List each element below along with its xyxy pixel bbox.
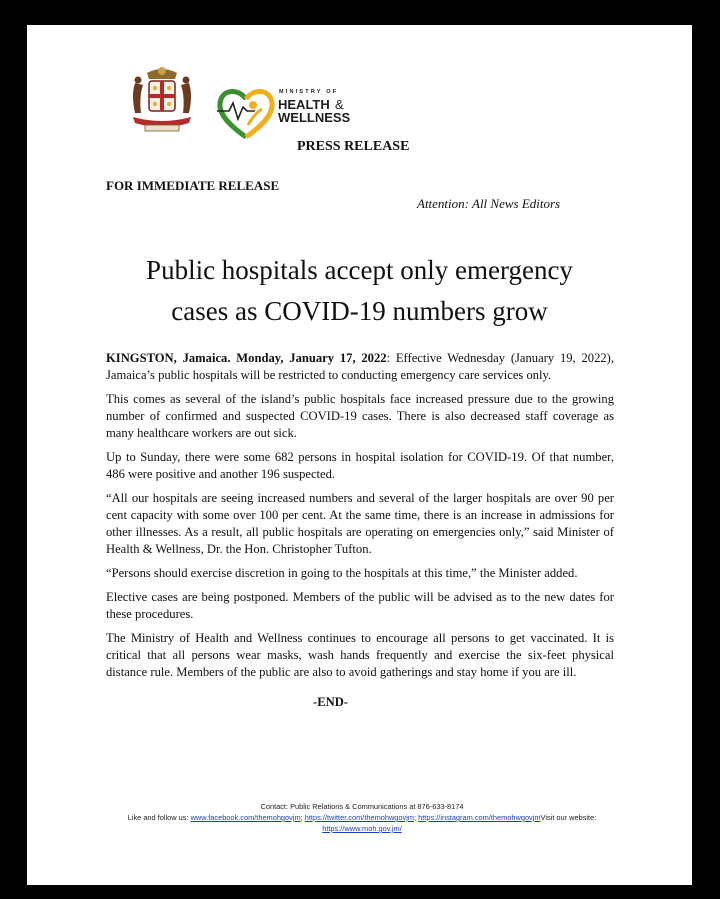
immediate-release-label: FOR IMMEDIATE RELEASE bbox=[106, 178, 280, 193]
paragraph-5: “Persons should exercise discretion in going to the hospitals at this time,” the Minister added. bbox=[106, 566, 578, 580]
paragraph-6: Elective cases are being postponed. Members of the public will be advised as to the new dates for these procedures. bbox=[106, 590, 614, 621]
heart-heartbeat-icon bbox=[215, 83, 277, 143]
ministry-health-wellness-logo bbox=[215, 83, 365, 143]
paragraph-7: The Ministry of Health and Wellness continues to encourage all persons to get vaccinated. It is critical that all persons wear masks, wash hands frequently and exercise the six-feet physical distance rule. Members of the public are also to avoid gatherings and stay home if you are ill. bbox=[106, 631, 614, 679]
attention-label: Attention: All News Editors bbox=[417, 196, 561, 211]
paragraph-3: Up to Sunday, there were some 682 persons in hospital isolation for COVID-19. Of that number, 486 were positive and another 196 suspected. bbox=[106, 450, 614, 481]
article-body bbox=[106, 350, 614, 688]
press-release-page bbox=[27, 25, 692, 885]
logo-ministry-of-text: MINISTRY OF bbox=[279, 89, 339, 95]
press-release-label: PRESS RELEASE bbox=[297, 139, 410, 154]
paragraph-1-text: : Effective Wednesday (January 19, 2022), Jamaica’s public hospitals will be restricted to conducting emergency care services only. bbox=[106, 351, 614, 382]
headline-line-1: Public hospitals accept only emergency bbox=[146, 255, 573, 285]
jamaica-coat-of-arms-logo bbox=[127, 65, 197, 139]
facebook-link[interactable]: www.facebook.com/themohgovjm bbox=[190, 813, 301, 822]
website-link[interactable]: https://www.moh.gov.jm/ bbox=[322, 824, 402, 833]
paragraph-1 bbox=[106, 350, 614, 384]
paragraph-4: “All our hospitals are seeing increased numbers and several of the larger hospitals are over 90 per cent capacity with some over 100 per cent. At the same time, there is an increase in admissions for other illnesses. As a result, all public hospitals are operating on emergencies only,” said Minister of Health & Wellness, Dr. the Hon. Christopher Tufton. bbox=[106, 491, 614, 556]
logo-wellness-text: WELLNESS bbox=[278, 110, 351, 125]
social-line bbox=[97, 812, 627, 834]
headline-line-2: cases as COVID-19 numbers grow bbox=[171, 296, 548, 326]
separator: ; bbox=[414, 813, 419, 822]
follow-prefix: Like and follow us: bbox=[127, 813, 191, 822]
instagram-link[interactable]: https://instagram.com/themohwgovjm bbox=[418, 813, 541, 822]
twitter-link[interactable]: https://twitter.com/themohwgovjm bbox=[304, 813, 415, 822]
paragraph-2: This comes as several of the island’s public hospitals face increased pressure due to the growing number of confirmed and suspected COVID-19 cases. There is also decreased staff coverage as many healthcare workers are out sick. bbox=[106, 392, 614, 440]
separator: ; bbox=[300, 813, 305, 822]
logo-health-text: HEALTH bbox=[278, 97, 330, 112]
logo-ampersand-text: & bbox=[335, 97, 344, 112]
end-marker: -END- bbox=[313, 695, 348, 709]
dateline: KINGSTON, Jamaica. Monday, January 17, 2022 bbox=[106, 351, 387, 365]
headline bbox=[67, 250, 652, 332]
visit-website-label: Visit our website: bbox=[540, 813, 597, 822]
footer-contact bbox=[97, 801, 627, 834]
contact-line: Contact: Public Relations & Communications at 876-633-8174 bbox=[260, 802, 464, 811]
